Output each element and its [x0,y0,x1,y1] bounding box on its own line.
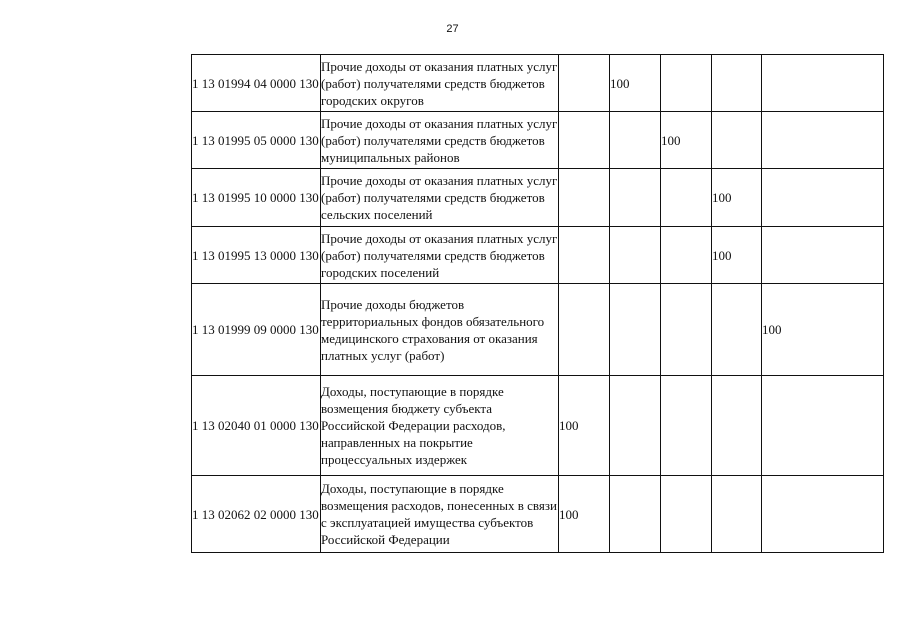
table-row [192,55,884,112]
value-cell-col-4 [712,112,762,169]
table-row [192,376,884,476]
value-cell-col-2 [610,476,661,553]
value-cell-col-3 [661,169,712,227]
value-cell-col-5 [762,169,884,227]
value-cell-col-1 [559,112,610,169]
income-description-cell: Доходы, поступающие в порядке возмещения расходов, понесенных в связи с эксплуатацией имущества субъектов Российской Федерации [321,476,559,553]
table-row [192,476,884,553]
table-row [192,284,884,376]
page-number: 27 [446,23,459,35]
table-row [192,112,884,169]
value-cell-col-2 [610,169,661,227]
value-cell-col-2 [610,227,661,284]
value-cell-col-5: 100 [762,284,884,376]
value-cell-col-2 [610,376,661,476]
income-description-cell: Прочие доходы от оказания платных услуг (работ) получателями средств бюджетов муниципальных районов [321,112,559,169]
income-code-cell: 1 13 02062 02 0000 130 [192,476,321,553]
budget-income-table [191,54,884,553]
income-code-cell: 1 13 01995 05 0000 130 [192,112,321,169]
value-cell-col-5 [762,112,884,169]
value-cell-col-4 [712,55,762,112]
value-cell-col-4: 100 [712,169,762,227]
income-description-cell: Прочие доходы от оказания платных услуг (работ) получателями средств бюджетов сельских поселений [321,169,559,227]
income-description-cell: Доходы, поступающие в порядке возмещения бюджету субъекта Российской Федерации расходов, направленных на покрытие процессуальных издержек [321,376,559,476]
value-cell-col-4 [712,284,762,376]
income-code-cell: 1 13 01995 10 0000 130 [192,169,321,227]
value-cell-col-5 [762,55,884,112]
value-cell-col-2 [610,284,661,376]
value-cell-col-1 [559,55,610,112]
value-cell-col-3 [661,55,712,112]
income-description-cell: Прочие доходы бюджетов территориальных фондов обязательного медицинского страхования от оказания платных услуг (работ) [321,284,559,376]
income-code-cell: 1 13 01999 09 0000 130 [192,284,321,376]
income-description-cell: Прочие доходы от оказания платных услуг (работ) получателями средств бюджетов городских округов [321,55,559,112]
income-code-cell: 1 13 01994 04 0000 130 [192,55,321,112]
income-code-cell: 1 13 01995 13 0000 130 [192,227,321,284]
value-cell-col-3 [661,376,712,476]
value-cell-col-1: 100 [559,476,610,553]
value-cell-col-5 [762,376,884,476]
value-cell-col-3: 100 [661,112,712,169]
value-cell-col-4 [712,476,762,553]
value-cell-col-2 [610,112,661,169]
value-cell-col-1 [559,284,610,376]
value-cell-col-4 [712,376,762,476]
value-cell-col-5 [762,476,884,553]
value-cell-col-3 [661,284,712,376]
table-row [192,169,884,227]
value-cell-col-3 [661,476,712,553]
value-cell-col-3 [661,227,712,284]
income-code-cell: 1 13 02040 01 0000 130 [192,376,321,476]
table-row [192,227,884,284]
income-description-cell: Прочие доходы от оказания платных услуг (работ) получателями средств бюджетов городских поселений [321,227,559,284]
value-cell-col-5 [762,227,884,284]
value-cell-col-1 [559,227,610,284]
value-cell-col-1: 100 [559,376,610,476]
value-cell-col-1 [559,169,610,227]
value-cell-col-2: 100 [610,55,661,112]
value-cell-col-4: 100 [712,227,762,284]
